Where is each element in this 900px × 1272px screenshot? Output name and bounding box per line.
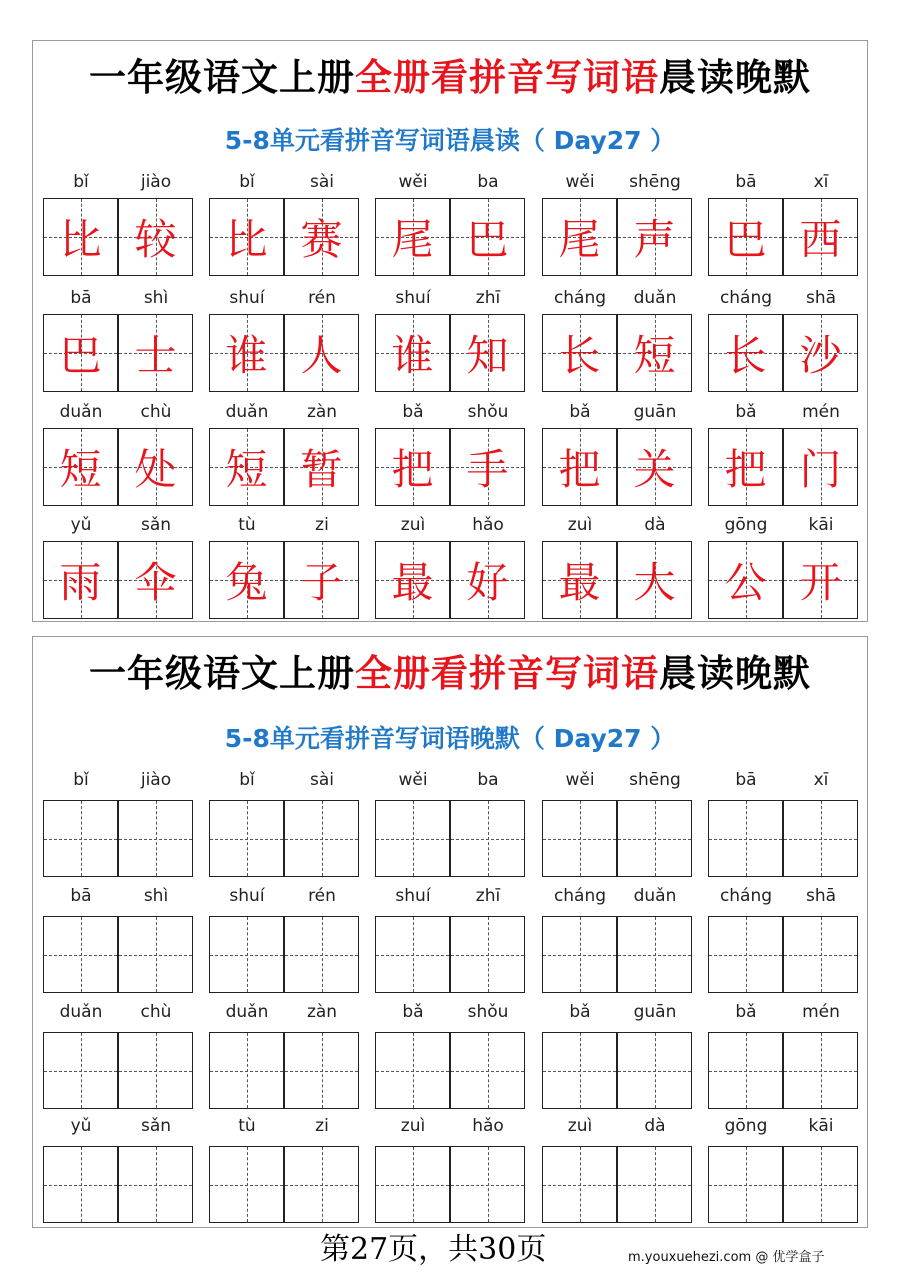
writing-box[interactable] bbox=[450, 1032, 525, 1109]
guide-line-vertical bbox=[488, 801, 489, 876]
writing-box[interactable] bbox=[43, 916, 118, 993]
guide-line-vertical bbox=[580, 917, 581, 992]
character-box bbox=[375, 541, 450, 619]
guide-line-vertical bbox=[821, 917, 822, 992]
pinyin-label: ba bbox=[477, 172, 499, 192]
guide-line-vertical bbox=[488, 1147, 489, 1222]
character-box bbox=[43, 428, 118, 506]
writing-box[interactable] bbox=[783, 1146, 858, 1223]
writing-box[interactable] bbox=[708, 1032, 783, 1109]
writing-box[interactable] bbox=[284, 1032, 359, 1109]
pinyin-label: jiào bbox=[140, 770, 172, 790]
character-box bbox=[542, 314, 617, 392]
chinese-character: 最 bbox=[558, 558, 601, 607]
pinyin-label: bǐ bbox=[73, 172, 89, 192]
chinese-character: 关 bbox=[633, 445, 676, 494]
guide-line-vertical bbox=[247, 1147, 248, 1222]
pinyin-label: bǎ bbox=[735, 402, 757, 422]
writing-box[interactable] bbox=[450, 916, 525, 993]
writing-box[interactable] bbox=[209, 800, 284, 877]
pinyin-label: mén bbox=[802, 402, 840, 422]
character-box bbox=[118, 541, 193, 619]
chinese-character: 伞 bbox=[134, 558, 177, 607]
pinyin-label: duǎn bbox=[59, 1002, 103, 1022]
pinyin-label: zuì bbox=[400, 515, 426, 535]
guide-line-vertical bbox=[580, 1147, 581, 1222]
chinese-character: 知 bbox=[466, 331, 509, 380]
chinese-character: 巴 bbox=[59, 331, 102, 380]
pinyin-label: shuí bbox=[395, 288, 431, 308]
pinyin-label: sǎn bbox=[140, 515, 172, 535]
section-subtitle: 5-8单元看拼音写词语晚默（ Day27 ） bbox=[224, 724, 676, 753]
pinyin-label: chù bbox=[140, 1002, 172, 1022]
pinyin-label: mén bbox=[802, 1002, 840, 1022]
guide-line-vertical bbox=[81, 917, 82, 992]
pinyin-label: zuì bbox=[400, 1116, 426, 1136]
pinyin-label: shēng bbox=[629, 770, 681, 790]
pinyin-label: shǒu bbox=[467, 1002, 509, 1022]
pinyin-label: sài bbox=[310, 172, 334, 192]
character-box bbox=[450, 314, 525, 392]
chinese-character: 把 bbox=[558, 445, 601, 494]
chinese-character: 谁 bbox=[391, 331, 434, 380]
chinese-character: 把 bbox=[724, 445, 767, 494]
chinese-character: 尾 bbox=[558, 215, 601, 264]
pinyin-label: wěi bbox=[398, 770, 428, 790]
guide-line-vertical bbox=[746, 1033, 747, 1108]
pinyin-label: bǎ bbox=[402, 402, 424, 422]
guide-line-vertical bbox=[746, 801, 747, 876]
guide-line-vertical bbox=[655, 917, 656, 992]
pinyin-label: bā bbox=[70, 886, 92, 906]
writing-box[interactable] bbox=[617, 916, 692, 993]
pinyin-label: dà bbox=[644, 515, 666, 535]
chinese-character: 较 bbox=[134, 215, 177, 264]
writing-box[interactable] bbox=[708, 1146, 783, 1223]
guide-line-vertical bbox=[156, 917, 157, 992]
pinyin-label: kāi bbox=[808, 515, 834, 535]
character-box bbox=[617, 428, 692, 506]
writing-box[interactable] bbox=[118, 800, 193, 877]
chinese-character: 声 bbox=[633, 215, 676, 264]
character-box bbox=[617, 314, 692, 392]
writing-box[interactable] bbox=[375, 916, 450, 993]
pinyin-label: yǔ bbox=[70, 1116, 92, 1136]
chinese-character: 尾 bbox=[391, 215, 434, 264]
chinese-character: 暂 bbox=[300, 445, 343, 494]
character-box bbox=[708, 541, 783, 619]
pinyin-label: shuí bbox=[395, 886, 431, 906]
pinyin-label: yǔ bbox=[70, 515, 92, 535]
character-box bbox=[617, 198, 692, 276]
writing-box[interactable] bbox=[118, 1032, 193, 1109]
writing-box[interactable] bbox=[375, 1146, 450, 1223]
character-box bbox=[43, 198, 118, 276]
character-box bbox=[118, 314, 193, 392]
writing-box[interactable] bbox=[708, 800, 783, 877]
chinese-character: 好 bbox=[466, 558, 509, 607]
guide-line-vertical bbox=[247, 917, 248, 992]
pinyin-label: xī bbox=[813, 172, 829, 192]
guide-line-vertical bbox=[322, 917, 323, 992]
writing-box[interactable] bbox=[542, 916, 617, 993]
chinese-character: 长 bbox=[558, 331, 601, 380]
guide-line-vertical bbox=[746, 1147, 747, 1222]
pinyin-label: wěi bbox=[565, 770, 595, 790]
writing-box[interactable] bbox=[617, 1032, 692, 1109]
writing-box[interactable] bbox=[375, 1032, 450, 1109]
guide-line-vertical bbox=[580, 801, 581, 876]
character-box bbox=[542, 428, 617, 506]
character-box bbox=[542, 198, 617, 276]
character-box bbox=[118, 428, 193, 506]
pinyin-label: zi bbox=[315, 515, 329, 535]
character-box bbox=[450, 541, 525, 619]
character-box bbox=[708, 428, 783, 506]
pinyin-label: duǎn bbox=[59, 402, 103, 422]
pinyin-label: hǎo bbox=[472, 515, 504, 535]
character-box bbox=[375, 198, 450, 276]
character-box bbox=[284, 428, 359, 506]
guide-line-vertical bbox=[821, 1033, 822, 1108]
guide-line-vertical bbox=[580, 1033, 581, 1108]
pinyin-label: zàn bbox=[306, 1002, 338, 1022]
chinese-character: 短 bbox=[633, 331, 676, 380]
character-box bbox=[209, 198, 284, 276]
writing-box[interactable] bbox=[209, 1032, 284, 1109]
pinyin-label: zhī bbox=[475, 886, 501, 906]
site-watermark: m.youxuehezi.com @ 优学盒子 bbox=[628, 1250, 825, 1265]
pinyin-label: sǎn bbox=[140, 1116, 172, 1136]
pinyin-label: cháng bbox=[719, 886, 773, 906]
chinese-character: 兔 bbox=[225, 558, 268, 607]
guide-line-vertical bbox=[746, 917, 747, 992]
writing-box[interactable] bbox=[708, 916, 783, 993]
pinyin-label: shì bbox=[143, 288, 169, 308]
pinyin-label: tù bbox=[238, 1116, 256, 1136]
pinyin-label: zuì bbox=[567, 515, 593, 535]
chinese-character: 最 bbox=[391, 558, 434, 607]
writing-box[interactable] bbox=[118, 916, 193, 993]
character-box bbox=[450, 428, 525, 506]
guide-line-vertical bbox=[247, 801, 248, 876]
chinese-character: 把 bbox=[391, 445, 434, 494]
pinyin-label: bā bbox=[735, 172, 757, 192]
pinyin-label: bā bbox=[70, 288, 92, 308]
character-box bbox=[617, 541, 692, 619]
pinyin-label: guān bbox=[633, 402, 677, 422]
pinyin-label: wěi bbox=[398, 172, 428, 192]
pinyin-label: zuì bbox=[567, 1116, 593, 1136]
character-box bbox=[450, 198, 525, 276]
pinyin-label: duǎn bbox=[225, 1002, 269, 1022]
pinyin-label: rén bbox=[308, 288, 336, 308]
writing-box[interactable] bbox=[284, 800, 359, 877]
evening-dictation-panel bbox=[32, 636, 868, 1228]
pinyin-label: bǐ bbox=[239, 770, 255, 790]
guide-line-vertical bbox=[413, 1147, 414, 1222]
pinyin-label: kāi bbox=[808, 1116, 834, 1136]
guide-line-vertical bbox=[322, 1147, 323, 1222]
writing-box[interactable] bbox=[542, 1032, 617, 1109]
writing-box[interactable] bbox=[542, 800, 617, 877]
pinyin-label: zi bbox=[315, 1116, 329, 1136]
pinyin-label: wěi bbox=[565, 172, 595, 192]
pinyin-label: cháng bbox=[553, 886, 607, 906]
character-box bbox=[284, 314, 359, 392]
writing-box[interactable] bbox=[43, 800, 118, 877]
chinese-character: 赛 bbox=[300, 215, 343, 264]
pinyin-label: shǒu bbox=[467, 402, 509, 422]
pinyin-label: bǎ bbox=[402, 1002, 424, 1022]
chinese-character: 公 bbox=[724, 558, 767, 607]
pinyin-label: guān bbox=[633, 1002, 677, 1022]
chinese-character: 大 bbox=[633, 558, 676, 607]
character-box bbox=[209, 541, 284, 619]
guide-line-vertical bbox=[156, 1147, 157, 1222]
pinyin-label: bā bbox=[735, 770, 757, 790]
writing-box[interactable] bbox=[617, 800, 692, 877]
chinese-character: 比 bbox=[59, 215, 102, 264]
chinese-character: 手 bbox=[466, 445, 509, 494]
character-box bbox=[783, 198, 858, 276]
pinyin-label: bǐ bbox=[73, 770, 89, 790]
writing-box[interactable] bbox=[284, 916, 359, 993]
pinyin-label: ba bbox=[477, 770, 499, 790]
writing-box[interactable] bbox=[617, 1146, 692, 1223]
character-box bbox=[708, 198, 783, 276]
pinyin-label: bǎ bbox=[735, 1002, 757, 1022]
writing-box[interactable] bbox=[118, 1146, 193, 1223]
guide-line-vertical bbox=[247, 1033, 248, 1108]
writing-box[interactable] bbox=[209, 916, 284, 993]
writing-box[interactable] bbox=[783, 1032, 858, 1109]
guide-line-vertical bbox=[156, 801, 157, 876]
pinyin-label: shā bbox=[805, 288, 837, 308]
pinyin-label: zhī bbox=[475, 288, 501, 308]
chinese-character: 谁 bbox=[225, 331, 268, 380]
guide-line-vertical bbox=[322, 801, 323, 876]
chinese-character: 巴 bbox=[466, 215, 509, 264]
writing-box[interactable] bbox=[450, 1146, 525, 1223]
pinyin-label: hǎo bbox=[472, 1116, 504, 1136]
writing-box[interactable] bbox=[284, 1146, 359, 1223]
character-box bbox=[542, 541, 617, 619]
pinyin-label: shuí bbox=[229, 886, 265, 906]
pinyin-label: bǎ bbox=[569, 1002, 591, 1022]
writing-box[interactable] bbox=[43, 1146, 118, 1223]
pinyin-label: duǎn bbox=[225, 402, 269, 422]
page-number: 第27页，共30页 bbox=[320, 1232, 547, 1267]
writing-box[interactable] bbox=[542, 1146, 617, 1223]
guide-line-vertical bbox=[655, 801, 656, 876]
character-box bbox=[43, 541, 118, 619]
pinyin-label: xī bbox=[813, 770, 829, 790]
chinese-character: 门 bbox=[799, 445, 842, 494]
chinese-character: 长 bbox=[724, 331, 767, 380]
character-box bbox=[209, 428, 284, 506]
guide-line-vertical bbox=[488, 917, 489, 992]
character-box bbox=[783, 428, 858, 506]
character-box bbox=[708, 314, 783, 392]
chinese-character: 雨 bbox=[59, 558, 102, 607]
morning-reading-panel bbox=[32, 40, 868, 622]
character-box bbox=[375, 428, 450, 506]
guide-line-vertical bbox=[413, 1033, 414, 1108]
pinyin-label: bǎ bbox=[569, 402, 591, 422]
character-box bbox=[209, 314, 284, 392]
guide-line-vertical bbox=[413, 801, 414, 876]
guide-line-vertical bbox=[655, 1147, 656, 1222]
character-box bbox=[284, 198, 359, 276]
chinese-character: 沙 bbox=[799, 331, 842, 380]
chinese-character: 子 bbox=[300, 558, 343, 607]
pinyin-label: sài bbox=[310, 770, 334, 790]
pinyin-label: cháng bbox=[553, 288, 607, 308]
pinyin-label: rén bbox=[308, 886, 336, 906]
pinyin-label: tù bbox=[238, 515, 256, 535]
guide-line-vertical bbox=[81, 1147, 82, 1222]
writing-box[interactable] bbox=[209, 1146, 284, 1223]
pinyin-label: chù bbox=[140, 402, 172, 422]
guide-line-vertical bbox=[821, 801, 822, 876]
pinyin-label: shuí bbox=[229, 288, 265, 308]
chinese-character: 士 bbox=[134, 331, 177, 380]
pinyin-label: shēng bbox=[629, 172, 681, 192]
chinese-character: 比 bbox=[225, 215, 268, 264]
character-box bbox=[783, 541, 858, 619]
guide-line-vertical bbox=[655, 1033, 656, 1108]
page-title: 一年级语文上册全册看拼音写词语晨读晚默 bbox=[89, 652, 811, 695]
pinyin-label: dà bbox=[644, 1116, 666, 1136]
character-box bbox=[284, 541, 359, 619]
character-box bbox=[783, 314, 858, 392]
writing-box[interactable] bbox=[783, 800, 858, 877]
guide-line-vertical bbox=[413, 917, 414, 992]
pinyin-label: cháng bbox=[719, 288, 773, 308]
pinyin-label: shì bbox=[143, 886, 169, 906]
writing-box[interactable] bbox=[43, 1032, 118, 1109]
chinese-character: 短 bbox=[59, 445, 102, 494]
pinyin-label: duǎn bbox=[633, 886, 677, 906]
guide-line-vertical bbox=[156, 1033, 157, 1108]
writing-box[interactable] bbox=[375, 800, 450, 877]
character-box bbox=[43, 314, 118, 392]
writing-box[interactable] bbox=[783, 916, 858, 993]
pinyin-label: bǐ bbox=[239, 172, 255, 192]
pinyin-label: zàn bbox=[306, 402, 338, 422]
guide-line-vertical bbox=[821, 1147, 822, 1222]
guide-line-vertical bbox=[488, 1033, 489, 1108]
chinese-character: 开 bbox=[799, 558, 842, 607]
chinese-character: 短 bbox=[225, 445, 268, 494]
guide-line-vertical bbox=[322, 1033, 323, 1108]
chinese-character: 人 bbox=[300, 331, 343, 380]
guide-line-vertical bbox=[81, 1033, 82, 1108]
pinyin-label: shā bbox=[805, 886, 837, 906]
pinyin-label: duǎn bbox=[633, 288, 677, 308]
page-title: 一年级语文上册全册看拼音写词语晨读晚默 bbox=[89, 56, 811, 99]
writing-box[interactable] bbox=[450, 800, 525, 877]
guide-line-vertical bbox=[81, 801, 82, 876]
chinese-character: 巴 bbox=[724, 215, 767, 264]
chinese-character: 西 bbox=[799, 215, 842, 264]
character-box bbox=[375, 314, 450, 392]
section-subtitle: 5-8单元看拼音写词语晨读（ Day27 ） bbox=[224, 126, 676, 155]
pinyin-label: gōng bbox=[724, 1116, 768, 1136]
chinese-character: 处 bbox=[134, 445, 177, 494]
pinyin-label: gōng bbox=[724, 515, 768, 535]
character-box bbox=[118, 198, 193, 276]
pinyin-label: jiào bbox=[140, 172, 172, 192]
